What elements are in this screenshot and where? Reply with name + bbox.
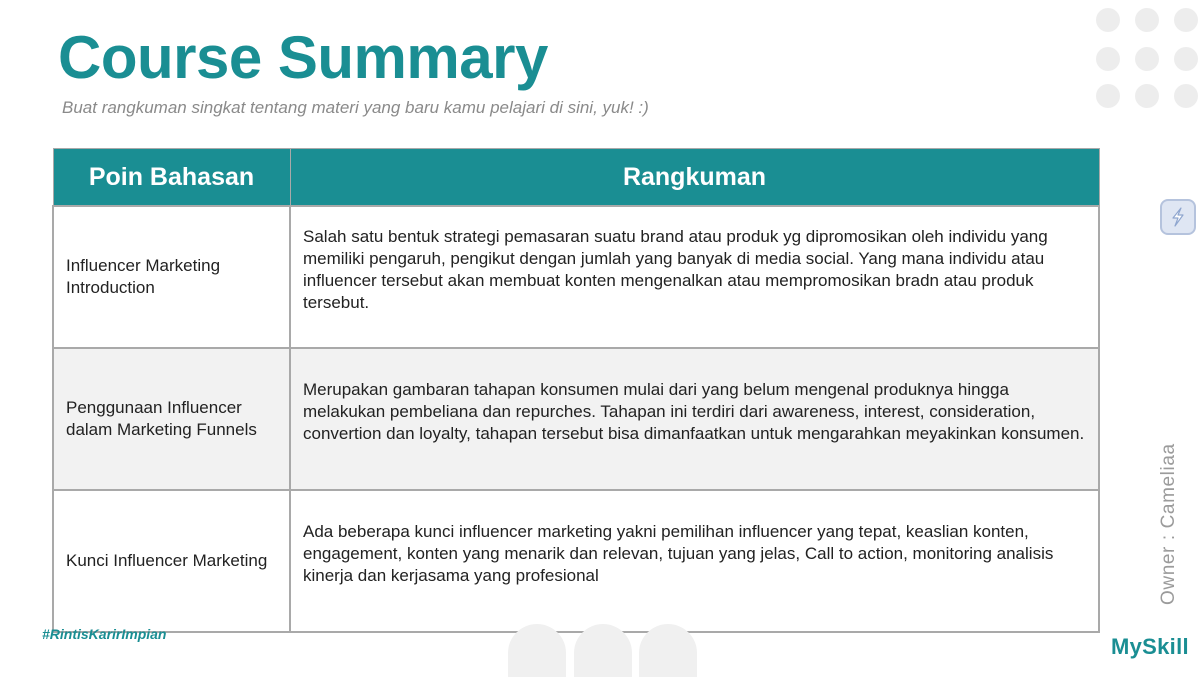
page-subtitle: Buat rangkuman singkat tentang materi yang baru kamu pelajari di sini, yuk! :) bbox=[62, 98, 649, 117]
decorative-arch bbox=[574, 624, 632, 677]
decorative-dot bbox=[1174, 47, 1198, 71]
decorative-dot-grid bbox=[1096, 8, 1200, 112]
decorative-dot bbox=[1135, 84, 1159, 108]
slides-app-icon[interactable] bbox=[1160, 199, 1196, 235]
decorative-dot bbox=[1174, 8, 1198, 32]
decorative-arches bbox=[508, 624, 698, 677]
table-row bbox=[53, 206, 1099, 348]
page-title: Course Summary bbox=[58, 24, 548, 91]
table-header-row bbox=[53, 149, 1099, 207]
hashtag-label: #RintisKarirImpian bbox=[42, 626, 167, 642]
owner-label: Owner : Cameliaa bbox=[1158, 443, 1179, 605]
table-row bbox=[53, 490, 1099, 632]
summary-cell: Salah satu bentuk strategi pemasaran suatu brand atau produk yg dipromosikan oleh individu yang memiliki pengaruh, pengikut dengan jumlah yang banyak di media social. Yang mana individu atau influencer tersebut akan membuat konten mengenalkan atau mempromosikan bradn atau produk tersebut. bbox=[290, 206, 1099, 348]
decorative-arch bbox=[508, 624, 566, 677]
topic-cell: Influencer Marketing Introduction bbox=[53, 206, 290, 348]
summary-cell: Ada beberapa kunci influencer marketing yakni pemilihan influencer yang tepat, keaslian konten, engagement, konten yang menarik dan relevan, tujuan yang jelas, Call to action, monitoring analisis kinerja dan kerjasama yang profesional bbox=[290, 490, 1099, 632]
myskill-logo: MySkill bbox=[1111, 634, 1189, 659]
decorative-dot bbox=[1135, 8, 1159, 32]
topic-cell: Kunci Influencer Marketing bbox=[53, 490, 290, 632]
decorative-dot bbox=[1096, 47, 1120, 71]
column-header-topic: Poin Bahasan bbox=[53, 149, 290, 207]
decorative-dot bbox=[1174, 84, 1198, 108]
summary-cell: Merupakan gambaran tahapan konsumen mulai dari yang belum mengenal produknya hingga melakukan pembeliana dan repurches. Tahapan ini terdiri dari awareness, interest, consideration, convertion dan loyalty, tahapan tersebut bisa dimanfaatkan untuk mengarahkan meyakinkan konsumen. bbox=[290, 348, 1099, 490]
decorative-dot bbox=[1096, 8, 1120, 32]
table-row bbox=[53, 348, 1099, 490]
summary-table bbox=[52, 148, 1100, 633]
decorative-arch bbox=[639, 624, 697, 677]
decorative-dot bbox=[1135, 47, 1159, 71]
decorative-dot bbox=[1096, 84, 1120, 108]
column-header-summary: Rangkuman bbox=[290, 149, 1099, 207]
topic-cell: Penggunaan Influencer dalam Marketing Funnels bbox=[53, 348, 290, 490]
lightning-icon bbox=[1167, 206, 1189, 228]
